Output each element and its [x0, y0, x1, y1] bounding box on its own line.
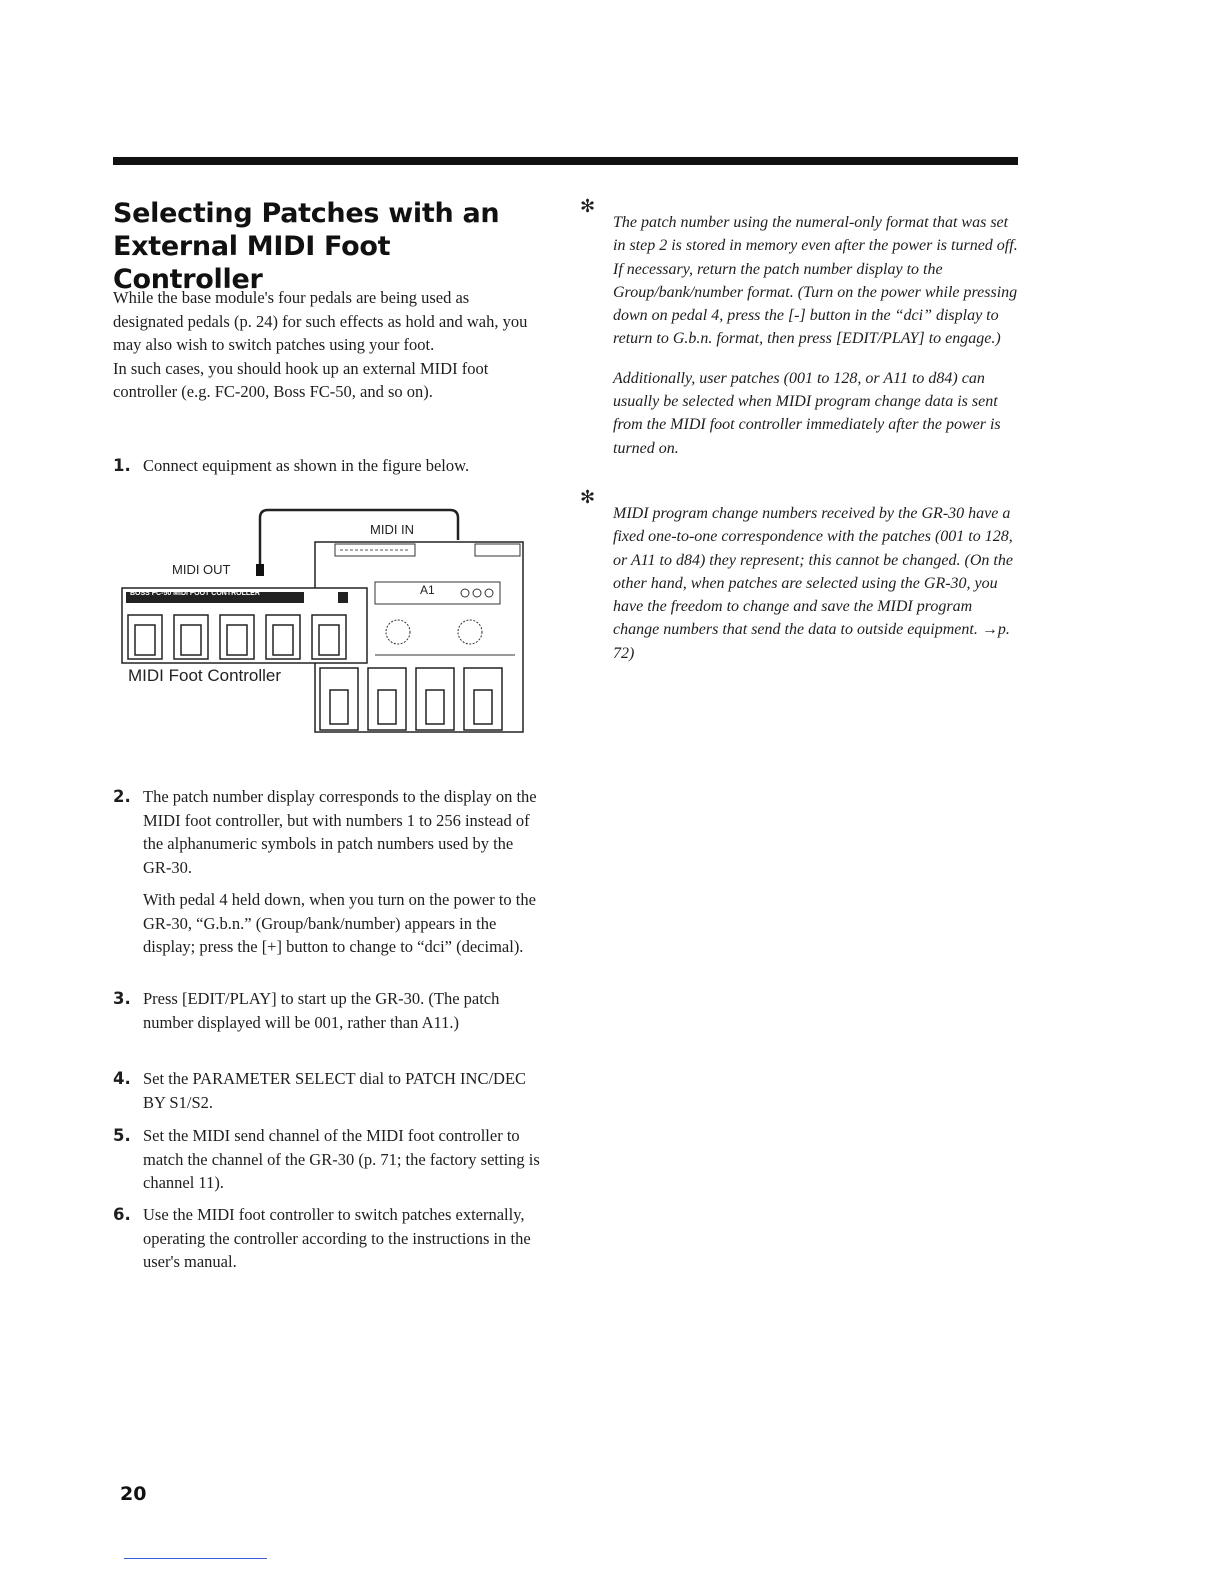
midi-out-label: MIDI OUT	[172, 562, 231, 577]
step-5	[113, 1124, 545, 1195]
display-readout: A1	[420, 583, 435, 597]
intro-paragraph-1: While the base module's four pedals are being used as designated pedals (p. 24) for such effects as hold and wah, you may also wish to switch patches using your foot.	[113, 288, 528, 354]
intro-section	[113, 286, 543, 404]
step-3	[113, 987, 545, 1034]
note-text: The patch number using the numeral-only format that was set in step 2 is stored in memory even after the power is turned off. If necessary, return the patch number display to the Group/bank/number format. (Turn on the power while pressing down on pedal 4, press the [-] button in the “dci” display to return to G.b.n. format, then press [EDIT/PLAY] to engage.)	[613, 214, 1018, 348]
step-text: Set the MIDI send channel of the MIDI foot controller to match the channel of the GR-30 (p. 71; the factory setting is channel 11).	[143, 1126, 540, 1192]
midi-foot-controller-label: MIDI Foot Controller	[128, 666, 282, 685]
intro-paragraph-2: In such cases, you should hook up an external MIDI foot controller (e.g. FC-200, Boss FC-50, and so on).	[113, 358, 489, 401]
step-text: Connect equipment as shown in the figure below.	[143, 456, 470, 475]
fc50-model-label: BOSS FC-50 MIDI FOOT CONTROLLER	[130, 590, 260, 597]
step-6	[113, 1203, 545, 1274]
step-text: Press [EDIT/PLAY] to start up the GR-30. (The patch number displayed will be 001, rather than A11.)	[143, 989, 500, 1032]
asterisk-icon: ✻	[580, 196, 596, 216]
midi-out-plug	[256, 564, 264, 576]
note-subtext: Additionally, user patches (001 to 128, or A11 to d84) can usually be selected when MIDI program change data is sent from the MIDI foot controller immediately after the power is turned on.	[613, 369, 1001, 457]
connection-figure	[120, 500, 540, 740]
step-subtext: With pedal 4 held down, when you turn on the power to the GR-30, “G.b.n.” (Group/bank/number) appears in the display; press the [+] button to change to “dci” (decimal).	[143, 890, 536, 956]
step-1	[113, 454, 545, 478]
step-number: 5.	[113, 1126, 131, 1145]
page-title: Selecting Patches with an External MIDI Foot Controller	[113, 198, 500, 295]
step-number: 3.	[113, 989, 131, 1008]
asterisk-icon: ✻	[580, 487, 596, 507]
note-1	[580, 195, 1020, 476]
connection-diagram	[120, 500, 540, 740]
note-text: MIDI program change numbers received by the GR-30 have a fixed one-to-one correspondence with the patches (001 to 128, or A11 to d84) they represent; this cannot be changed. (On the other hand, when patches are selected using the GR-30, you have the freedom to change and save the MIDI program change numbers that send the data to outside equipment. →p. 72)	[613, 505, 1013, 662]
step-number: 1.	[113, 456, 131, 475]
midi-in-label: MIDI IN	[370, 522, 415, 537]
step-4	[113, 1067, 545, 1114]
step-text: The patch number display corresponds to the display on the MIDI foot controller, but with numbers 1 to 256 instead of the alphanumeric symbols in patch numbers used by the GR-30.	[143, 787, 537, 877]
step-number: 4.	[113, 1069, 131, 1088]
page-number: 20	[120, 1483, 147, 1505]
note-2	[580, 486, 1020, 681]
top-rule	[113, 157, 1018, 165]
step-text: Set the PARAMETER SELECT dial to PATCH INC/DEC BY S1/S2.	[143, 1069, 527, 1112]
step-2	[113, 785, 545, 959]
footer-rule	[124, 1558, 267, 1559]
step-number: 2.	[113, 787, 131, 806]
step-text: Use the MIDI foot controller to switch patches externally, operating the controller according to the instructions in the user's manual.	[143, 1205, 531, 1271]
step-number: 6.	[113, 1205, 131, 1224]
